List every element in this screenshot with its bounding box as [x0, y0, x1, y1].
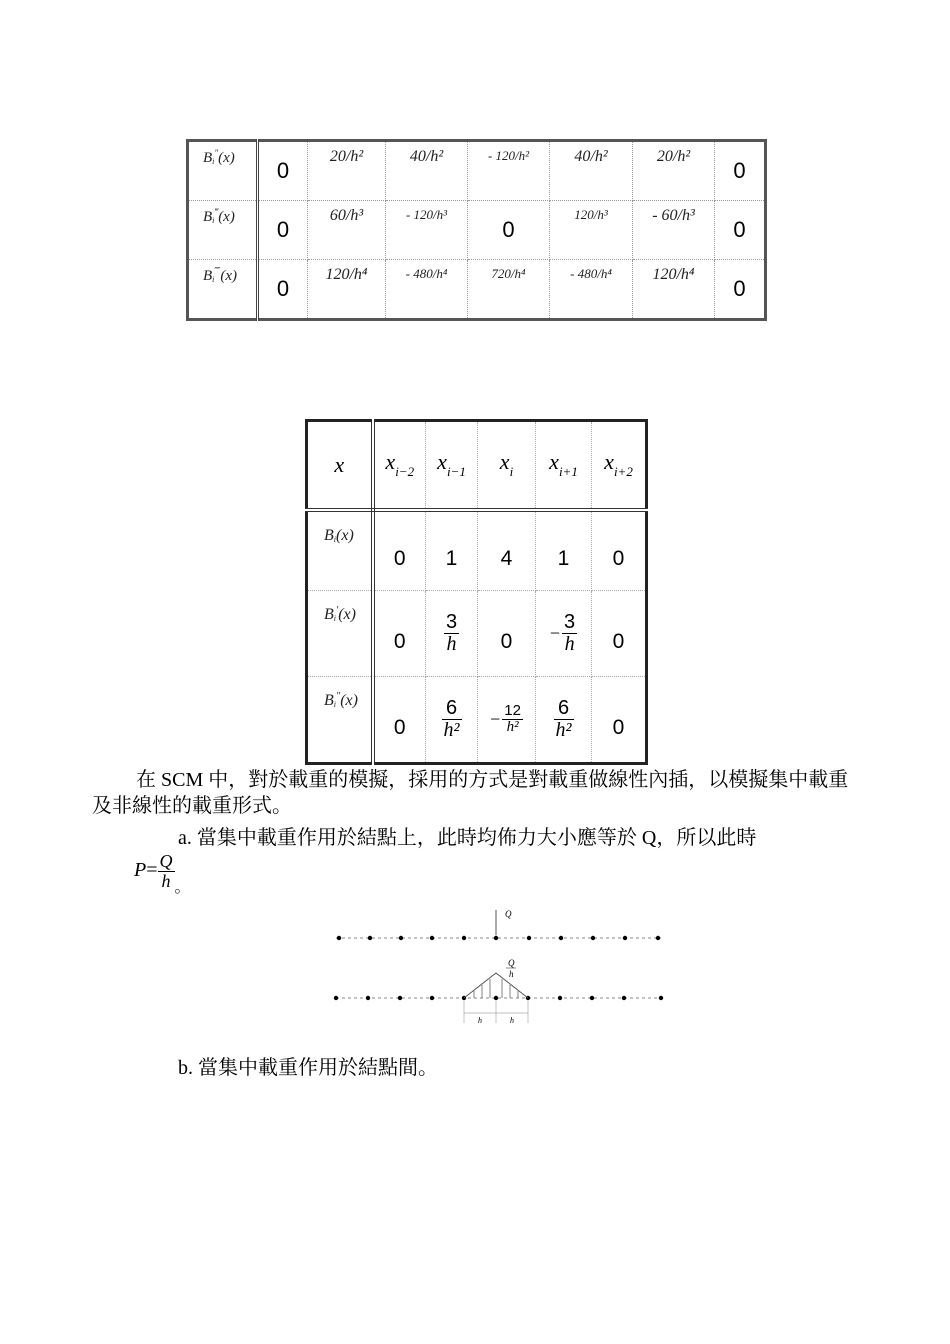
func-base: B	[203, 150, 213, 166]
table1-cell	[468, 260, 550, 320]
fraction-denominator: h²	[555, 719, 572, 742]
func-primes: ⁗	[214, 266, 221, 276]
cell-value: 720/h⁴	[491, 266, 526, 281]
table2-column-header	[536, 421, 592, 510]
cell-value: 40/h²	[409, 148, 444, 165]
row-function-label	[324, 691, 358, 710]
corner-x-label: x	[334, 451, 345, 477]
func-sub: i	[333, 700, 337, 710]
col-base: x	[499, 449, 510, 475]
cell-fraction	[442, 698, 462, 741]
table1-cell	[258, 260, 308, 320]
table2-cell	[426, 677, 478, 764]
func-sub: i	[212, 157, 215, 166]
formula-end: 。	[174, 878, 191, 896]
table1-cell	[308, 201, 386, 260]
table2-cell	[592, 510, 647, 591]
cell-value: - 120/h³	[405, 207, 448, 222]
func-arg: (x)	[340, 692, 358, 710]
table2-cell	[373, 510, 426, 591]
row-function-label	[324, 526, 354, 545]
table1-row-label	[188, 201, 258, 260]
cell-fraction	[444, 612, 459, 655]
table1-cell	[308, 141, 386, 201]
col-base: x	[604, 449, 614, 475]
func-primes: ″	[214, 148, 219, 158]
fraction-numerator: 6	[554, 698, 574, 720]
table2-cell	[536, 591, 592, 677]
fraction-denominator: h²	[506, 719, 519, 736]
func-primes: ″	[336, 691, 341, 703]
derivative-table	[186, 139, 767, 321]
func-arg: (x)	[220, 268, 238, 284]
cell-value: - 480/h⁴	[405, 266, 448, 281]
table1-cell	[550, 141, 633, 201]
table1-cell	[715, 260, 766, 320]
row-function-label	[203, 266, 237, 285]
table1-cell	[550, 201, 633, 260]
table2-header-row	[307, 421, 647, 510]
table2-cell	[426, 591, 478, 677]
formula-numerator: Q	[159, 851, 173, 871]
fraction-denominator: h²	[443, 719, 460, 742]
item-a-text: a. 當集中載重作用於結點上，此時均佈力大小應等於 Q，所以此時	[178, 827, 757, 849]
fraction-sign: −	[490, 709, 501, 730]
cell-value: 4	[500, 547, 513, 571]
dim-label-left: h	[478, 1016, 482, 1025]
func-arg: (x)	[336, 526, 354, 544]
table2-cell	[478, 677, 536, 764]
func-base: B	[324, 606, 334, 624]
cell-fraction	[502, 703, 523, 736]
table2-cell	[592, 591, 647, 677]
table2-corner	[307, 421, 373, 510]
col-sub: i−2	[395, 464, 415, 480]
table1-row-label	[188, 260, 258, 320]
row-function-label	[203, 207, 235, 226]
cell-value: 0	[733, 276, 746, 301]
cell-value: 0	[393, 547, 406, 571]
cell-value: - 120/h²	[487, 148, 530, 163]
table1-row	[188, 141, 766, 201]
func-sub: i	[212, 275, 215, 284]
table2-cell	[373, 677, 426, 764]
table2-row-label	[307, 677, 373, 764]
formula-lhs: P	[134, 858, 147, 881]
table2-cell	[426, 510, 478, 591]
table2-cell	[536, 677, 592, 764]
func-arg: (x)	[218, 150, 235, 166]
formula-eq: =	[146, 858, 158, 881]
row-function-label	[324, 605, 356, 624]
col-base: x	[437, 449, 447, 475]
cell-value: 120/h⁴	[652, 266, 695, 283]
table1-cell	[468, 201, 550, 260]
table1-cell	[386, 201, 468, 260]
load-diagram	[326, 905, 671, 1030]
table1-cell	[258, 201, 308, 260]
func-base: B	[324, 692, 334, 710]
table1-cell	[633, 201, 715, 260]
table2-column-header	[592, 421, 647, 510]
col-sub: i	[509, 464, 514, 480]
cell-value: 0	[276, 158, 290, 183]
table2-row-label	[307, 591, 373, 677]
cell-fraction	[554, 698, 574, 741]
cell-value: 20/h²	[329, 148, 364, 165]
cell-value: 0	[612, 629, 625, 653]
table1-cell	[386, 141, 468, 201]
cell-value: 0	[733, 217, 746, 242]
fraction-sign: −	[549, 623, 561, 644]
table1-cell	[386, 260, 468, 320]
table2-column-header	[426, 421, 478, 510]
table1-cell	[715, 201, 766, 260]
func-base: B	[203, 268, 213, 284]
formula-denominator: h	[161, 870, 171, 891]
cell-value: 60/h³	[329, 207, 364, 224]
func-base: B	[324, 526, 334, 544]
cell-value: 0	[733, 158, 746, 183]
point-load-label: Q	[505, 909, 512, 919]
cell-value: 0	[612, 547, 625, 571]
func-primes: ′	[336, 605, 339, 617]
cell-value: 0	[393, 629, 406, 653]
table2-row	[307, 510, 647, 591]
cell-value: 1	[445, 547, 458, 571]
fraction-numerator: 6	[442, 698, 462, 720]
func-sub: i	[333, 614, 337, 624]
table1-row	[188, 260, 766, 320]
table2-row	[307, 677, 647, 764]
cell-value: 0	[502, 217, 515, 242]
cell-value: 1	[557, 547, 570, 571]
table1-cell	[308, 260, 386, 320]
fraction-numerator: 3	[564, 611, 576, 634]
cell-value: 0	[276, 276, 290, 301]
cell-value: - 60/h³	[652, 207, 695, 224]
formula-p-equals-q-over-h	[134, 852, 191, 897]
table1-cell	[633, 260, 715, 320]
table1-row-label	[188, 141, 258, 201]
func-primes: ‴	[214, 207, 219, 217]
table2-row-label	[307, 510, 373, 591]
table2-row	[307, 591, 647, 677]
fraction-numerator: 3	[445, 611, 458, 634]
table2-cell	[592, 677, 647, 764]
table1-row	[188, 201, 766, 260]
table2-cell	[478, 510, 536, 591]
table1-cell	[550, 260, 633, 320]
dimension-lines	[464, 1001, 528, 1023]
col-sub: i−1	[446, 464, 466, 480]
row-function-label	[203, 148, 235, 167]
table1-cell	[258, 141, 308, 201]
cell-value: 120/h³	[574, 207, 608, 222]
paragraph-load-simulation: 在 SCM 中，對於載重的模擬，採用的方式是對載重做線性內插，以模擬集中載重及非線性的載重形式。	[92, 769, 849, 817]
func-base: B	[203, 209, 213, 225]
cell-value: 40/h²	[574, 148, 608, 165]
func-arg: (x)	[338, 606, 356, 624]
col-base: x	[385, 449, 396, 475]
cell-value: 0	[500, 629, 513, 653]
table1-cell	[468, 141, 550, 201]
dim-label-right: h	[510, 1016, 514, 1025]
func-arg: (x)	[218, 209, 235, 225]
cell-value: 0	[393, 715, 406, 739]
dist-load-numerator: Q	[508, 958, 515, 968]
bspline-table	[305, 419, 648, 765]
col-sub: i+2	[613, 464, 633, 480]
table2-cell	[373, 591, 426, 677]
col-sub: i+1	[558, 464, 578, 480]
table2-column-header	[478, 421, 536, 510]
dist-load-denominator: h	[509, 969, 514, 979]
func-sub: i	[212, 216, 215, 225]
cell-value: 20/h²	[656, 148, 691, 165]
fraction-numerator: 12	[504, 702, 521, 720]
cell-value: 120/h⁴	[325, 266, 368, 283]
table2-cell	[478, 591, 536, 677]
load-arrows	[474, 979, 518, 998]
cell-value: 0	[612, 715, 625, 739]
table2-column-header	[373, 421, 426, 510]
fraction-denominator: h	[446, 633, 457, 656]
table1-cell	[633, 141, 715, 201]
fraction-denominator: h	[564, 633, 575, 656]
cell-value: - 480/h⁴	[570, 266, 612, 281]
cell-value: 0	[276, 217, 290, 242]
table1-cell	[715, 141, 766, 201]
cell-fraction	[562, 612, 577, 655]
func-sub: i	[333, 534, 337, 544]
item-b-text: b. 當集中載重作用於結點間。	[178, 1057, 438, 1079]
col-base: x	[549, 449, 559, 475]
table2-cell	[536, 510, 592, 591]
